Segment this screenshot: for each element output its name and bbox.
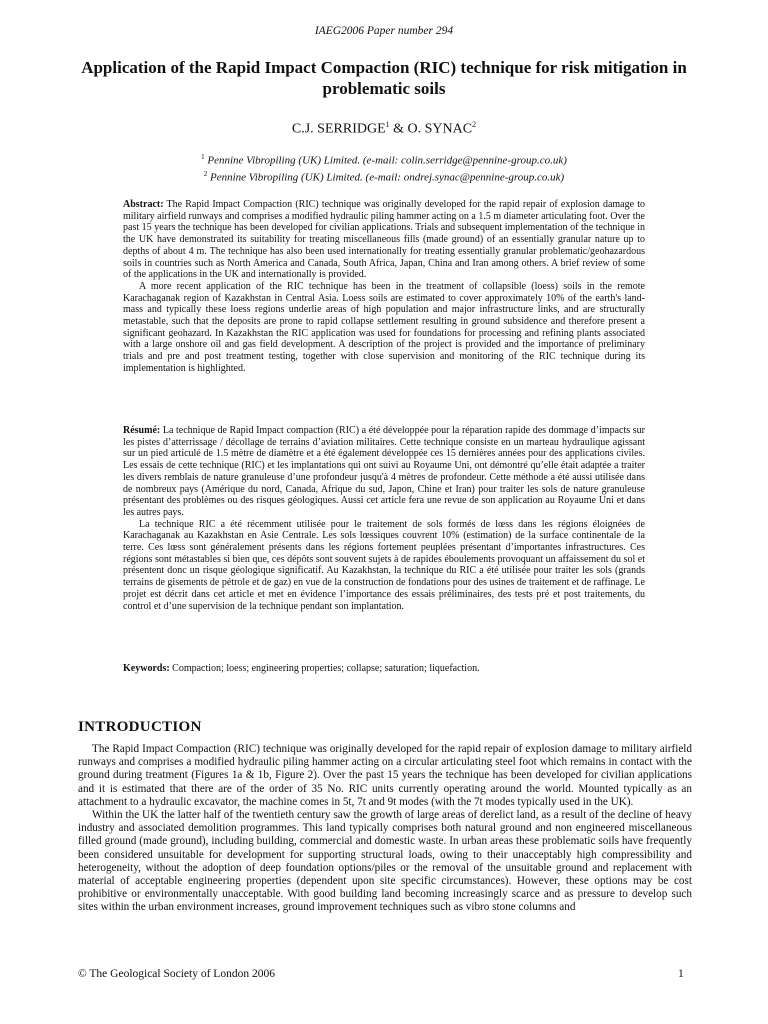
- resume-paragraph-1: [123, 425, 645, 519]
- keywords-section: [123, 663, 645, 675]
- footer-page-number: 1: [678, 968, 684, 980]
- affiliations: [0, 151, 768, 184]
- author-1-affil-marker: 1: [385, 120, 390, 129]
- introduction-paragraph-1: The Rapid Impact Compaction (RIC) technique was originally developed for the rapid repair of explosion damage to military airfield runways and comprises a modified hydraulic piling hammer acting on a circular articulating steel foot which remains in contact with the ground during treatment (Figures 1a & 1b, Figure 2). Over the past 15 years the technique has been developed for civilian applications and it is estimated that there are of the order of 35 No. RIC units currently operating around the world. Mounted typically as an attachment to a hydraulic excavator, the machine comes in 5t, 7t and 9t modes (with the 7t modes typically used in the UK).: [78, 743, 692, 808]
- abstract-label: Abstract:: [123, 199, 164, 210]
- affiliation-1: [0, 151, 768, 168]
- author-line: [0, 120, 768, 138]
- resume-text-1: La technique de Rapid Impact compaction (RIC) a été développée pour la réparation rapide des dommage d’impacts sur les pistes d’atterrissage / décollage de terrains d’aviation militaires. Cette technique consiste en un marteau hydraulique agissant sur un pied articulé de 1.5 mètre de diamètre et a été également développée ces 15 dernières années pour des applications civiles. Les essais de cette technique (RIC) et les implantations qui ont suivi au Royaume Uni, ont démontré qu’elle était adaptée a traiter les divers remblais de nature granuleuse d’une profondeur jusqu'à 4 mètres de profondeur. Cette méthode a été aussi utilisée dans de nombreux pays (Amérique du nord, Canada, Afrique du sud, Japon, Chine et Iran) pour traiter les sols de nature granuleuse présentant des problèmes ou des risques géologiques. Aussi cet article fera une revue de son application au Royaume Uni et dans les autres pays.: [123, 425, 645, 518]
- footer-copyright: © The Geological Society of London 2006: [78, 968, 275, 980]
- affiliation-2-text: Pennine Vibropiling (UK) Limited. (e-mail: ondrej.synac@pennine-group.co.uk): [207, 171, 565, 184]
- introduction-paragraph-2: Within the UK the latter half of the twentieth century saw the growth of large areas of derelict land, as a result of the decline of heavy industry and associated demolition programmes. This land typically comprises both natural ground and non engineered miscellaneous filled ground (made ground), including building, commercial and domestic waste. In urban areas these problematic soils have frequently been considered unsuitable for development for supporting structural loads, owing to their unacceptably high compressibility and heterogeneity, without the adoption of deep foundation options/piles or the removal of the unsuitable ground and replacement with material of acceptable engineering properties (dependent upon site specific circumstances). However, these options may be cost prohibitive or environmentally unacceptable. With good building land becoming increasingly scarce and as pressure to develop such sites within the urban environment increases, ground improvement techniques such as vibro stone columns and: [78, 809, 692, 914]
- author-2: O. SYNAC: [407, 121, 473, 137]
- introduction-heading: INTRODUCTION: [78, 719, 202, 735]
- author-2-affil-marker: 2: [472, 120, 477, 129]
- resume-label: Résumé:: [123, 425, 161, 436]
- paper-title: Application of the Rapid Impact Compaction (RIC) technique for risk mitigation in problematic soils: [81, 58, 687, 98]
- resume-paragraph-2: La technique RIC a été récemment utilisée pour le traitement de sols formés de lœss dans les régions éloignées de Karachaganak au Kazakhstan en Asie Centrale. Les sols lœssiques couvrent 10% (estimation) de la surface continentale de la terre. Ces lœss sont généralement présents dans les régions fortement peuplées présentant d’importantes infrastructures. Ces régions sont métastables si bien que, ces dépôts sont souvent sujets à de rapides éboulements provoquant un affaissement du sol et présentent donc un risque géologique significatif. Au Kazakhstan, la technique du RIC a été utilisée pour traiter les sols (grands terrains de gisements de pétrole et de gaz) en vue de la construction de fondations pour des usines de traitement et de raffinage. Le projet est décrit dans cet article et met en évidence l’importance des essais préliminaires, des tests pré et post traitements, du control et d’une supervision de la technique pendant son implantation.: [123, 518, 645, 612]
- affiliation-1-text: Pennine Vibropiling (UK) Limited. (e-mail: colin.serridge@pennine-group.co.uk): [204, 154, 567, 167]
- abstract-text-1: The Rapid Impact Compaction (RIC) technique was originally developed for the rapid repair of explosion damage to military airfield runways and comprises a modified hydraulic piling hammer acting on a 1.5 m diameter articulating foot. Over the past 15 years the technique has been developed for civilian applications. Trials and subsequent implementation of the technique in the UK have demonstrated its suitability for treating miscellaneous fills (made ground) of an essentially granular nature up to depths of about 4 m. The technique has also been used internationally for treating essentially granular problematic/geohazardous soils in countries such as North America and Canada, South Africa, Japan, China and Iran among others. A brief review of some of the applications in the UK and internationally is provided.: [123, 199, 645, 281]
- abstract-paragraph-1: [123, 199, 645, 281]
- keywords-text: Compaction; loess; engineering properties; collapse; saturation; liquefaction.: [169, 663, 480, 674]
- keywords-label: Keywords:: [123, 663, 170, 674]
- abstract-section: [123, 199, 645, 375]
- running-header: IAEG2006 Paper number 294: [314, 25, 454, 37]
- affiliation-1-marker: 1: [201, 153, 205, 161]
- author-separator: &: [389, 121, 408, 137]
- resume-section: [123, 425, 645, 612]
- keywords-line: [123, 663, 645, 675]
- abstract-paragraph-2: A more recent application of the RIC technique has been in the treatment of collapsible (loess) soils in the remote Karachaganak region of Kazakhstan in Central Asia. Loess soils are estimated to cover approximately 10% of the earth's land-mass and typically these loess regions underlie areas of high population and major infrastructure links, and are structurally metastable, such that the deposits are prone to rapid collapse settlement resulting in ground subsidence and therefore present a significant geohazard. In Kazakhstan the RIC application was used for foundations for processing and refining plants associated with a large onshore oil and gas field development. A description of the project is provided and the importance of preliminary trials and pre and post treatment testing, together with close supervision and monitoring of the RIC technique during its implementation is highlighted.: [123, 280, 645, 374]
- introduction-body: [78, 743, 692, 915]
- affiliation-2: [0, 168, 768, 185]
- author-1: C.J. SERRIDGE: [291, 121, 386, 137]
- affiliation-2-marker: 2: [203, 169, 208, 178]
